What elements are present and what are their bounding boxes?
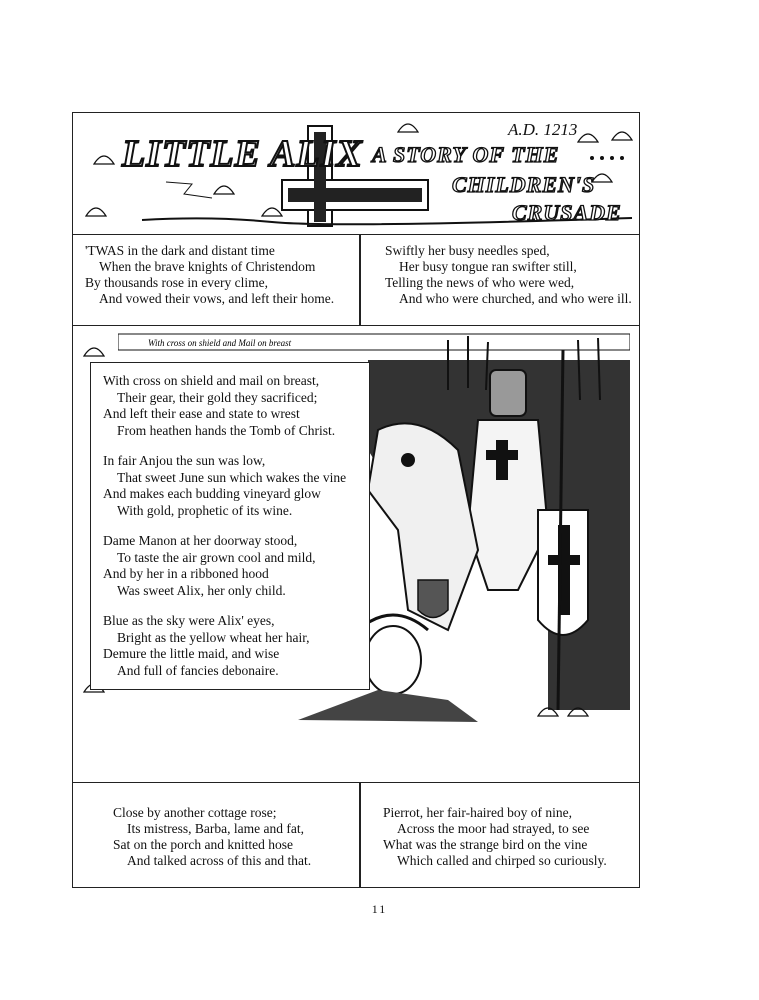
verse-line: Across the moor had strayed, to see (397, 821, 590, 836)
verse-line: By thousands rose in every clime, (85, 275, 268, 290)
verse-bottom-right (360, 782, 640, 888)
verse-line: Their gear, their gold they sacrificed; (117, 389, 318, 405)
subtitle-story: A STORY OF THE (372, 142, 560, 167)
verse-middle (90, 362, 370, 690)
verse-line: And talked across of this and that. (127, 853, 312, 868)
verse-line: Her busy tongue ran swifter still, (399, 259, 577, 274)
verse-line: And left their ease and state to wrest (103, 406, 300, 421)
verse-line: To taste the air grown cool and mild, (117, 549, 316, 565)
verse-line: Close by another cottage rose; (113, 805, 277, 820)
verse-line: And who were churched, and who were ill. (399, 291, 632, 306)
verse-top-left (72, 234, 360, 326)
subtitle-crusade: CRUSADE (512, 200, 622, 225)
verse-line: When the brave knights of Christendom (99, 259, 316, 274)
verse-line: Demure the little maid, and wise (103, 646, 280, 661)
subtitle-childrens: CHILDREN'S (452, 172, 596, 197)
verse-bottom-left (72, 782, 360, 888)
stanza-2 (103, 453, 357, 519)
year-label: A.D. 1213 (508, 120, 578, 139)
verse-line: And full of fancies debonaire. (117, 662, 279, 678)
verse-line: Sat on the porch and knitted hose (113, 837, 293, 852)
illustration-caption: With cross on shield and Mail on breast (148, 338, 292, 348)
title-text: LITTLE ALIX (122, 133, 363, 175)
verse-line: Swiftly her busy needles sped, (385, 243, 550, 258)
verse-line: 'TWAS in the dark and distant time (85, 243, 275, 258)
verse-line: Was sweet Alix, her only child. (117, 582, 286, 598)
verse-line: That sweet June sun which wakes the vine (117, 469, 347, 485)
verse-line: Dame Manon at her doorway stood, (103, 533, 298, 548)
verse-line: What was the strange bird on the vine (383, 837, 588, 852)
verse-line: And by her in a ribboned hood (103, 566, 269, 581)
stanza-4 (103, 613, 357, 679)
stanza-3 (103, 533, 357, 599)
verse-line: Telling the news of who were wed, (385, 275, 575, 290)
verse-line: From heathen hands the Tomb of Christ. (117, 422, 336, 438)
verse-line: And vowed their vows, and left their home. (99, 291, 335, 306)
verse-line: And makes each budding vineyard glow (103, 486, 321, 501)
verse-line: With gold, prophetic of its wine. (117, 502, 293, 518)
verse-line: Pierrot, her fair-haired boy of nine, (383, 805, 573, 820)
page-number: 11 (371, 902, 388, 916)
verse-line: With cross on shield and mail on breast, (103, 373, 320, 388)
verse-top-right (360, 234, 640, 326)
verse-line: Its mistress, Barba, lame and fat, (127, 821, 304, 836)
verse-line: Bright as the yellow wheat her hair, (117, 629, 310, 645)
verse-line: In fair Anjou the sun was low, (103, 453, 266, 468)
stanza-1 (103, 373, 357, 439)
verse-line: Blue as the sky were Alix' eyes, (103, 613, 275, 628)
verse-line: Which called and chirped so curiously. (397, 853, 607, 868)
